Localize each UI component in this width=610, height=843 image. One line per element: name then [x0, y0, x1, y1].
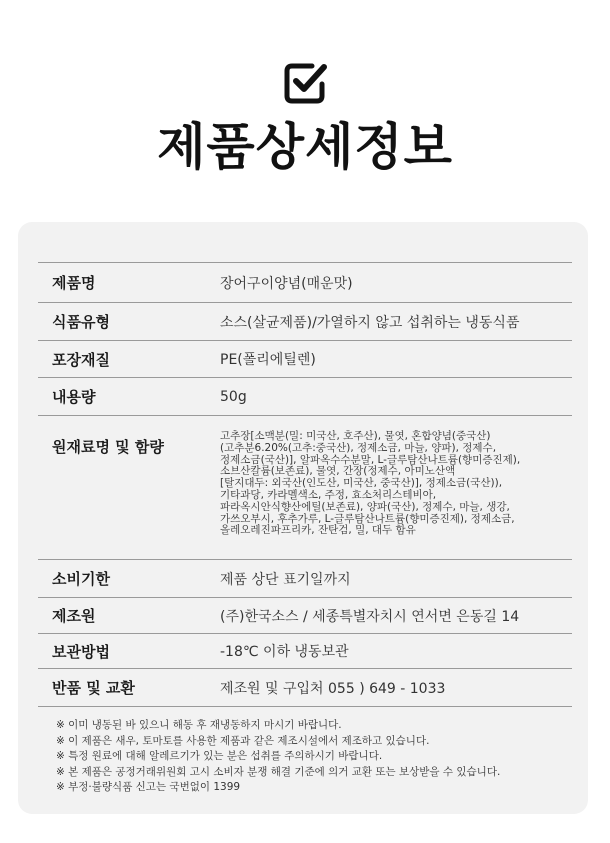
row-value: 소스(살균제품)/가열하지 않고 섭취하는 냉동식품 — [220, 314, 520, 331]
ingredients-line: 가쓰오부시, 후추가루, L-글루탐산나트륨(향미증진제), 정제소금, — [220, 512, 515, 525]
info-row-ingredients — [38, 415, 572, 559]
ingredients-line: 올레오레진파프리카, 잔탄검, 밀, 대두 함유 — [220, 524, 416, 537]
checkbox-checked-icon — [282, 60, 328, 106]
row-label: 원재료명 및 함량 — [52, 438, 164, 456]
notice-item: ※ 이미 냉동된 바 있으니 해동 후 재냉동하지 마시기 바랍니다. — [56, 719, 342, 731]
info-row-food-type — [38, 302, 572, 340]
ingredients-line: 파라옥시안식향산에틸(보존료), 양파(국산), 정제수, 마늘, 생강, — [220, 500, 510, 513]
notice-item: ※ 부정·불량식품 신고는 국번없이 1399 — [56, 781, 241, 793]
row-value: 제조원 및 구입처 055 ) 649 - 1033 — [220, 680, 446, 697]
info-row-storage — [38, 633, 572, 668]
row-label: 포장재질 — [52, 350, 110, 369]
row-value: (주)한국소스 / 세종특별자치시 연서면 은동길 14 — [220, 608, 520, 625]
info-row-packaging — [38, 340, 572, 377]
info-row-product-name — [38, 262, 572, 302]
row-label: 보관방법 — [52, 642, 110, 661]
row-value: 50g — [220, 388, 247, 405]
info-row-expiry — [38, 559, 572, 597]
info-row-manufacturer — [38, 597, 572, 633]
info-row-return-exchange — [38, 668, 572, 707]
row-value: 장어구이양념(매운맛) — [220, 275, 353, 292]
row-value: PE(폴리에틸렌) — [220, 352, 316, 368]
ingredients-line: [탈지대두: 외국산(인도산, 미국산, 중국산)], 정제소금(국산)), — [220, 477, 503, 490]
row-value: -18℃ 이하 냉동보관 — [220, 644, 349, 660]
ingredients-line: 기타과당, 카라멜색소, 주정, 효소처리스테비아, — [220, 488, 437, 501]
row-label: 소비기한 — [52, 570, 110, 588]
info-row-content-amount — [38, 377, 572, 415]
row-label: 반품 및 교환 — [52, 679, 135, 697]
ingredients-text — [220, 431, 520, 537]
ingredients-line: (고추분6.20%(고추:중국산), 정제소금, 마늘, 양파), 정제수, — [220, 441, 497, 454]
row-value: 제품 상단 표기일까지 — [220, 571, 351, 588]
page-title: 제품상세정보 — [157, 118, 453, 176]
row-label: 식품유형 — [52, 313, 110, 331]
notice-list — [56, 718, 500, 796]
notice-item: ※ 이 제품은 새우, 토마토를 사용한 제품과 같은 제조시설에서 제조하고 있습니다. — [56, 734, 430, 747]
ingredients-line: 정제소금(국산)], 알파옥수수분말, L-글루탐산나트륨(향미증진제), — [220, 453, 521, 466]
ingredients-line: 소브산칼륨(보존료), 물엿, 간장(정제수, 아미노산액 — [220, 465, 456, 478]
notice-item: ※ 특정 원료에 대해 알레르기가 있는 분은 섭취를 주의하시기 바랍니다. — [56, 750, 383, 762]
ingredients-line: 고추장[소맥분(밀: 미국산, 호주산), 물엿, 혼합양념(중국산) — [220, 430, 491, 442]
notice-item: ※ 본 제품은 공정거래위원회 고시 소비자 분쟁 해결 기준에 의거 교환 또는 보상받을 수 있습니다. — [56, 765, 501, 778]
row-label: 제품명 — [52, 274, 96, 292]
row-label: 제조원 — [52, 607, 96, 625]
row-label: 내용량 — [52, 388, 96, 406]
